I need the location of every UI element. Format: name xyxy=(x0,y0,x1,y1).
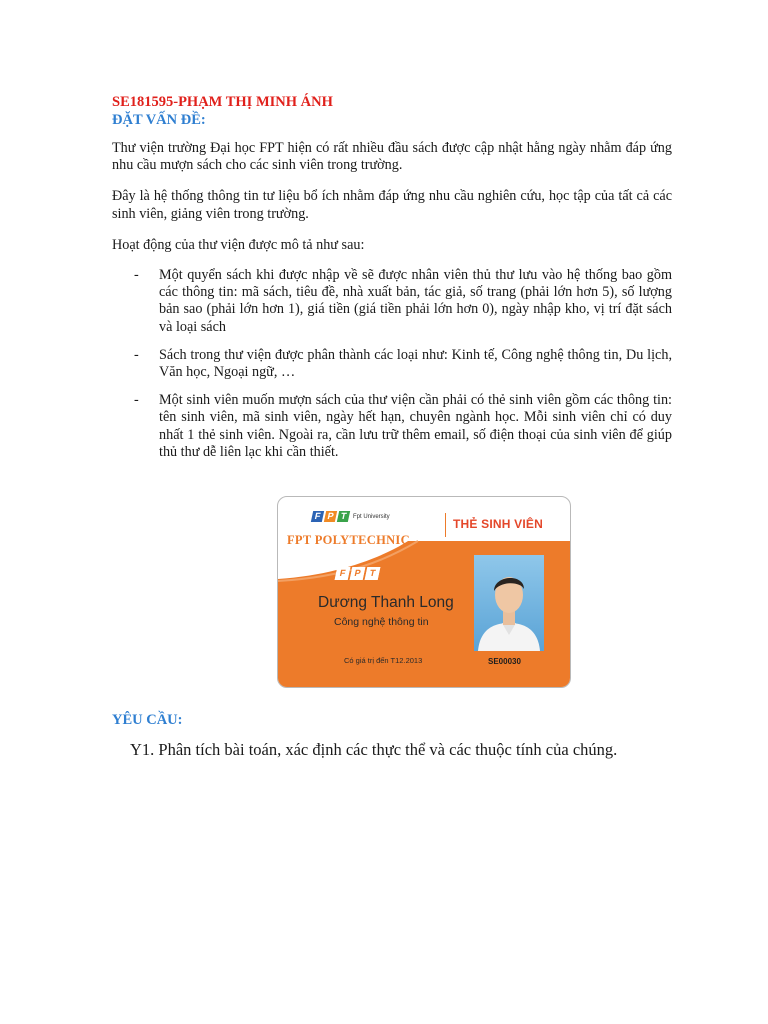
list-item xyxy=(112,267,672,336)
fpt-logo-small: F P T xyxy=(312,511,349,522)
intro-paragraph-3: Hoạt động của thư viện được mô tả như sau: xyxy=(112,236,365,253)
student-id: SE00030 xyxy=(488,657,521,666)
list-item-text: Một sinh viên muốn mượn sách của thư viện cần phải có thẻ sinh viên gồm các thông tin: tên sinh viên, mã sinh viên, ngày hết hạn, chuyên ngành học. Mỗi sinh viên chỉ có duy nhất 1 thẻ sinh viên. Ngoài ra, cần lưu trữ thêm email, số điện thoại của sinh viên để giúp thủ thư dễ liên lạc khi cần thiết. xyxy=(159,392,672,460)
intro-paragraph-2: Đây là hệ thống thông tin tư liệu bổ ích nhằm đáp ứng nhu cầu nghiên cứu, học tập của tất cả các sinh viên, giảng viên trong trường. xyxy=(112,188,672,222)
person-portrait-icon xyxy=(474,555,544,651)
activity-list xyxy=(112,267,672,461)
author-line: SE181595-PHẠM THỊ MINH ÁNH xyxy=(112,94,333,110)
dash-marker: - xyxy=(134,392,139,409)
intro-paragraph-1: Thư viện trường Đại học FPT hiện có rất nhiều đầu sách được cập nhật hằng ngày nhằm đáp ứng nhu cầu mượn sách cho các sinh viên trong trường. xyxy=(112,140,672,174)
card-type-label: THẺ SINH VIÊN xyxy=(453,517,543,531)
student-id-card xyxy=(277,496,571,688)
requirement-item: Y1. Phân tích bài toán, xác định các thực thể và các thuộc tính của chúng. xyxy=(130,740,618,759)
problem-heading: ĐẶT VẤN ĐỀ: xyxy=(112,112,206,128)
list-item xyxy=(112,392,672,461)
document-body xyxy=(112,93,672,472)
fpt-logo-large: F P T xyxy=(336,567,379,580)
student-name: Dương Thanh Long xyxy=(318,594,454,611)
student-major: Công nghệ thông tin xyxy=(334,616,429,628)
list-item-text: Một quyển sách khi được nhập về sẽ được nhân viên thủ thư lưu vào hệ thống bao gồm các thông tin: mã sách, tiêu đề, nhà xuất bản, tác giả, số trang (phải lớn hơn 5), số lượng bản sao (phải lớn hơn 1), giá tiền (giá tiền phải lớn hơn 0), ngày nhập kho, vị trí đặt sách và loại sách xyxy=(159,267,672,335)
list-item xyxy=(112,347,672,381)
requirements-heading: YÊU CẦU: xyxy=(112,712,183,728)
student-photo xyxy=(474,555,544,651)
valid-until: Có giá trị đến T12.2013 xyxy=(344,656,423,665)
list-item-text: Sách trong thư viện được phân thành các loại như: Kinh tế, Công nghệ thông tin, Du lịch, Văn học, Ngoại ngữ, … xyxy=(159,346,672,381)
brand-label: FPT POLYTECHNIC xyxy=(287,533,410,547)
university-label: Fpt University xyxy=(353,514,390,520)
header-divider xyxy=(445,513,446,537)
dash-marker: - xyxy=(134,346,139,363)
dash-marker: - xyxy=(134,267,139,284)
